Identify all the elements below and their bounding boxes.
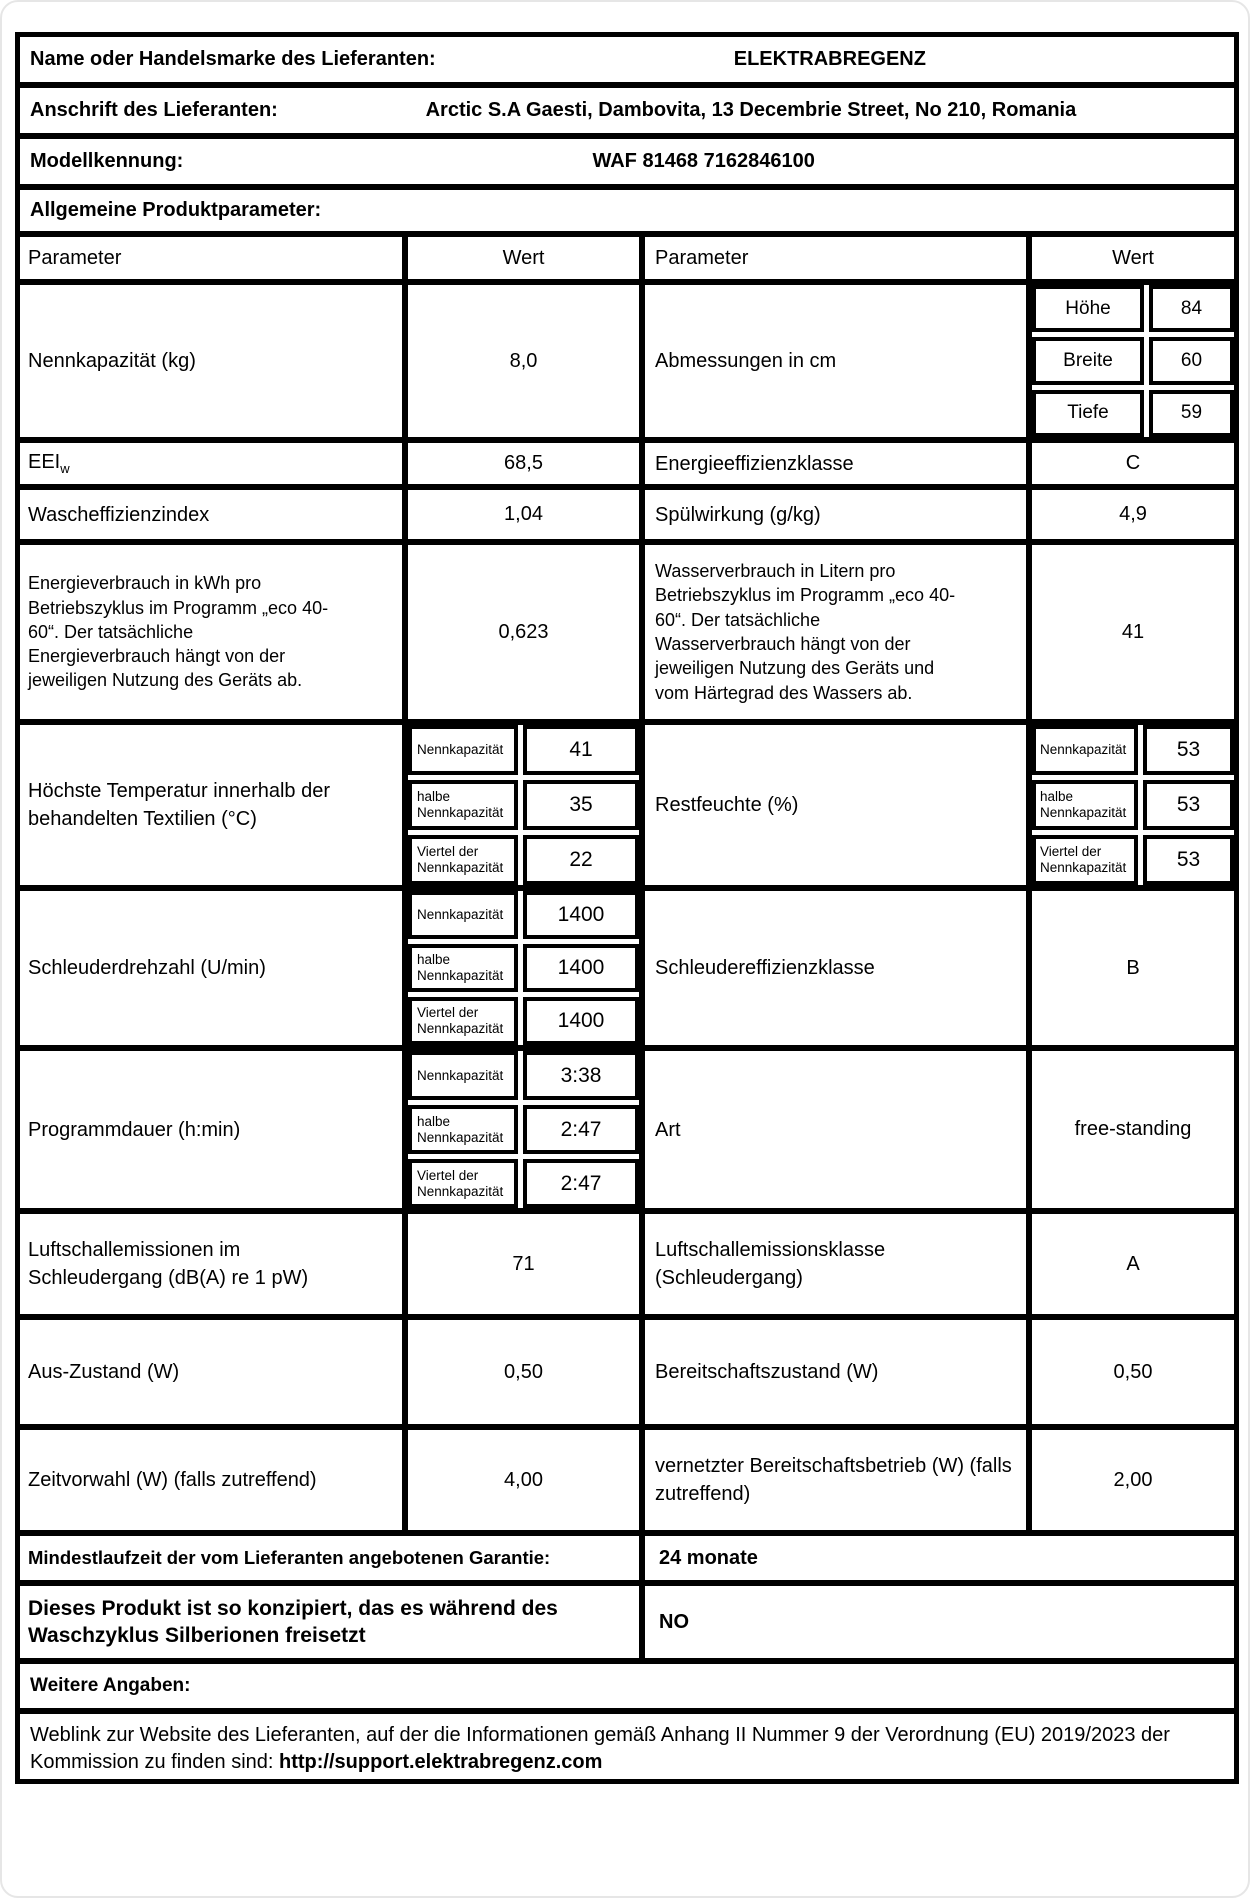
rinse-label: Spülwirkung (g/kg): [645, 490, 1032, 539]
more-info-label: Weitere Angaben:: [30, 1675, 191, 1696]
silver-ions-label: Dieses Produkt ist so konzipiert, das es während des Waschzyklus Silberionen freisetzt: [28, 1596, 558, 1647]
capacity-value: 8,0: [408, 285, 645, 437]
capacity-label: Nennkapazität (kg): [20, 285, 408, 437]
eei-value: 68,5: [408, 443, 645, 484]
dimension-row-width: [1032, 337, 1234, 384]
eei-label: [20, 443, 408, 484]
supplier-address-label: Anschrift des Lieferanten:: [30, 99, 278, 121]
row-maxtemp-moisture: [20, 725, 1234, 891]
supplier-name-value: ELEKTRABREGENZ: [733, 48, 926, 70]
dimension-row-height: [1032, 285, 1234, 332]
row-washindex-rinse: [20, 490, 1234, 545]
dimension-height-label: Höhe: [1032, 285, 1144, 332]
spin-class-label: Schleudereffizienzklasse: [645, 891, 1032, 1045]
moisture-full-row: [1032, 725, 1234, 775]
col-header-wert-right: Wert: [1112, 246, 1154, 269]
max-temp-full-label: Nennkapazität: [408, 725, 518, 775]
type-label: Art: [645, 1051, 1032, 1208]
water-consumption-value: 41: [1121, 620, 1145, 643]
row-energy-water: [20, 545, 1234, 725]
supplier-address-row: [20, 88, 1234, 139]
col-header-wert-left: Wert: [408, 237, 645, 279]
wash-index-label: Wascheffizienzindex: [20, 490, 408, 539]
off-mode-value: 0,50: [408, 1320, 645, 1424]
noise-value: 71: [408, 1214, 645, 1314]
row-eei-energyclass: [20, 443, 1234, 490]
energy-consumption-label: [20, 545, 408, 719]
dimension-depth-value: 59: [1149, 390, 1234, 437]
duration-subtable: [408, 1051, 645, 1208]
moisture-subtable: [1032, 725, 1234, 885]
max-temp-half-value: 35: [523, 780, 639, 830]
duration-half-label: halbe Nennkapazität: [408, 1105, 518, 1154]
row-weblink: [20, 1714, 1234, 1779]
spin-speed-quarter-row: [408, 997, 639, 1045]
supplier-name-label: Name oder Handelsmarke des Lieferanten:: [30, 48, 436, 70]
datasheet-table: [15, 32, 1239, 1784]
supplier-name-row: [20, 37, 1234, 88]
spin-speed-full-value: 1400: [523, 891, 639, 939]
row-delaystart-networked: [20, 1430, 1234, 1536]
spin-speed-half-row: [408, 944, 639, 992]
dimensions-label: Abmessungen in cm: [645, 285, 1032, 437]
col-header-parameter-left: Parameter: [20, 237, 408, 279]
dimension-width-label: Breite: [1032, 337, 1144, 384]
max-temp-half-label: halbe Nennkapazität: [408, 780, 518, 830]
row-capacity-dimensions: [20, 285, 1234, 443]
guarantee-label: Mindestlaufzeit der vom Lieferanten angebotenen Garantie:: [28, 1547, 551, 1568]
max-temp-half-row: [408, 780, 639, 830]
off-mode-label: Aus-Zustand (W): [20, 1320, 408, 1424]
eei-label-text: EEI: [28, 451, 61, 474]
duration-full-value: 3:38: [523, 1051, 639, 1100]
duration-full-row: [408, 1051, 639, 1100]
noise-label: [20, 1214, 408, 1314]
moisture-half-label: halbe Nennkapazität: [1032, 780, 1138, 830]
row-offmode-standby: [20, 1320, 1234, 1430]
supplier-address-value: Arctic S.A Gaesti, Dambovita, 13 Decembrie Street, No 210, Romania: [425, 99, 1077, 121]
max-temp-full-value: 41: [523, 725, 639, 775]
moisture-quarter-row: [1032, 835, 1234, 885]
spin-speed-label: Schleuderdrehzahl (U/min): [20, 891, 408, 1045]
duration-quarter-label: Viertel der Nennkapazität: [408, 1159, 518, 1208]
model-id-row: [20, 139, 1234, 190]
row-spinspeed-spinclass: [20, 891, 1234, 1051]
dimension-row-depth: [1032, 390, 1234, 437]
noise-text: Luftschallemissionen im Schleudergang (dB(A) re 1 pW): [28, 1239, 309, 1289]
moisture-half-row: [1032, 780, 1234, 830]
max-temp-quarter-label: Viertel der Nennkapazität: [408, 835, 518, 885]
duration-label: Programmdauer (h:min): [20, 1051, 408, 1208]
weblink-url: http://support.elektrabregenz.com: [279, 1751, 603, 1773]
col-header-parameter-right: Parameter: [645, 237, 1032, 279]
moisture-label: Restfeuchte (%): [645, 725, 1032, 885]
row-more-info: [20, 1664, 1234, 1714]
max-temp-subtable: [408, 725, 645, 885]
weblink-paragraph: [30, 1722, 1224, 1776]
spin-speed-half-value: 1400: [523, 944, 639, 992]
spin-speed-quarter-value: 1400: [523, 997, 639, 1045]
silver-ions-value: NO: [659, 1610, 689, 1633]
max-temp-text: Höchste Temperatur innerhalb der behandelten Textilien (°C): [28, 780, 331, 830]
model-id-label: Modellkennung:: [30, 150, 184, 172]
rinse-value: 4,9: [1119, 503, 1147, 525]
section-title: Allgemeine Produktparameter:: [30, 199, 322, 221]
max-temp-quarter-value: 22: [523, 835, 639, 885]
moisture-full-label: Nennkapazität: [1032, 725, 1138, 775]
energy-class-label: Energieeffizienzklasse: [645, 443, 1032, 484]
section-title-row: [20, 190, 1234, 237]
moisture-full-value: 53: [1143, 725, 1234, 775]
eei-subscript: w: [60, 461, 70, 477]
duration-half-row: [408, 1105, 639, 1154]
energy-consumption-value: 0,623: [408, 545, 645, 719]
duration-full-label: Nennkapazität: [408, 1051, 518, 1100]
spin-class-value: B: [1126, 956, 1140, 979]
moisture-quarter-value: 53: [1143, 835, 1234, 885]
wash-index-value: 1,04: [408, 490, 645, 539]
weblink-text: Weblink zur Website des Lieferanten, auf der die Informationen gemäß Anhang II Nummer 9 der Verordnung (EU) 2019/2023 der Kommission zu finden sind:: [30, 1724, 1170, 1773]
spin-speed-full-label: Nennkapazität: [408, 891, 518, 939]
dimension-height-value: 84: [1149, 285, 1234, 332]
water-consumption-text: Wasserverbrauch in Litern pro Betriebszyklus im Programm „eco 40-60“. Der tatsächliche Wasserverbrauch hängt von der jeweiligen Nutzung des Geräts und vom Härtegrad des Wassers ab.: [655, 561, 956, 703]
duration-quarter-row: [408, 1159, 639, 1208]
max-temp-label: [20, 725, 408, 885]
guarantee-label-cell: [20, 1536, 645, 1580]
delay-start-label: Zeitvorwahl (W) (falls zutreffend): [20, 1430, 408, 1530]
noise-class-text: Luftschallemissionsklasse (Schleudergang): [655, 1239, 886, 1289]
row-noise-noiseclass: [20, 1214, 1234, 1320]
standby-value: 0,50: [1113, 1360, 1153, 1383]
dimensions-subtable: [1032, 285, 1234, 437]
spin-speed-quarter-label: Viertel der Nennkapazität: [408, 997, 518, 1045]
row-guarantee: [20, 1536, 1234, 1586]
spin-speed-subtable: [408, 891, 645, 1045]
duration-half-value: 2:47: [523, 1105, 639, 1154]
delay-start-value: 4,00: [408, 1430, 645, 1530]
noise-class-label: [645, 1214, 1032, 1314]
silver-ions-label-cell: [20, 1586, 645, 1658]
moisture-half-value: 53: [1143, 780, 1234, 830]
dimension-width-value: 60: [1149, 337, 1234, 384]
guarantee-value: 24 monate: [659, 1546, 758, 1569]
row-duration-type: [20, 1051, 1234, 1214]
networked-standby-text: vernetzter Bereitschaftsbetrieb (W) (falls zutreffend): [655, 1455, 1012, 1505]
networked-standby-label: [645, 1430, 1032, 1530]
max-temp-full-row: [408, 725, 639, 775]
moisture-quarter-label: Viertel der Nennkapazität: [1032, 835, 1138, 885]
duration-quarter-value: 2:47: [523, 1159, 639, 1208]
max-temp-quarter-row: [408, 835, 639, 885]
standby-label: Bereitschaftszustand (W): [645, 1320, 1032, 1424]
energy-class-value: C: [1125, 452, 1141, 474]
noise-class-value: A: [1126, 1252, 1140, 1275]
model-id-value: WAF 81468 7162846100: [592, 150, 815, 172]
water-consumption-label: [645, 545, 1032, 719]
energy-consumption-text: Energieverbrauch in kWh pro Betriebszyklus im Programm „eco 40-60“. Der tatsächliche Energieverbrauch hängt von der jeweiligen Nutzung des Geräts ab.: [28, 573, 329, 691]
spin-speed-half-label: halbe Nennkapazität: [408, 944, 518, 992]
type-value: free-standing: [1074, 1118, 1192, 1140]
dimension-depth-label: Tiefe: [1032, 390, 1144, 437]
row-silver-ions: [20, 1586, 1234, 1664]
spin-speed-full-row: [408, 891, 639, 939]
networked-standby-value: 2,00: [1113, 1468, 1153, 1491]
column-header-row: [20, 237, 1234, 285]
